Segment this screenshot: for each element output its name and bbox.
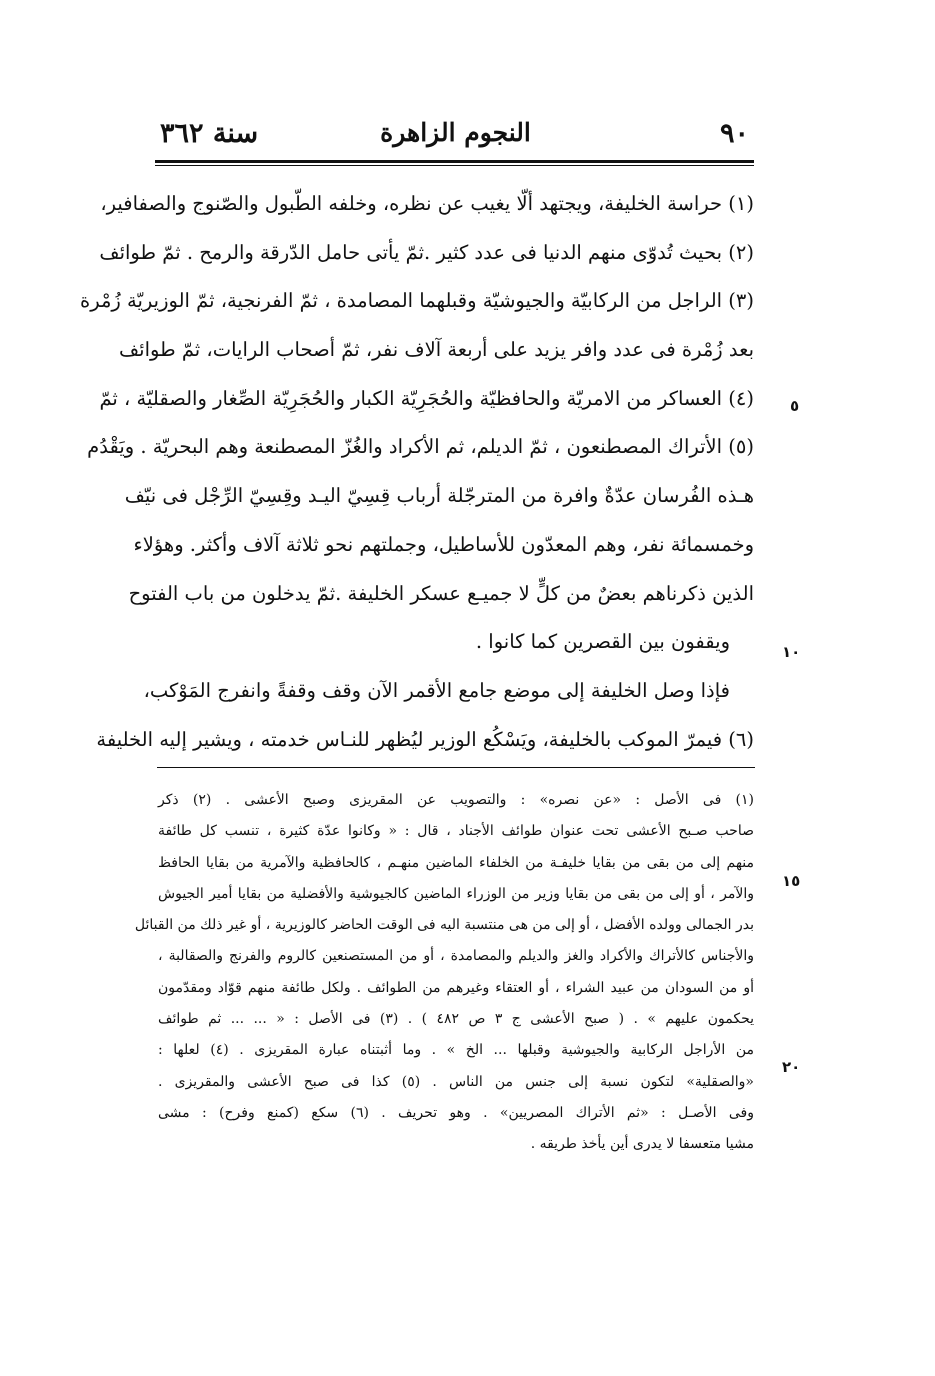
text-line: (٣) الراجل من الركابيّة والجيوشيّة وقبلهما المصامدة ، ثمّ الفرنجية، ثمّ الوزيريّة زُمْرة (80, 289, 754, 313)
line-number-5: ٥ (790, 397, 800, 415)
footnote-line: «والصقلية» لتكون نسبة إلى جنس من الناس . (٥) كذا فى صبح الأعشى والمقريزى . (158, 1073, 754, 1090)
text-line: هـذه الفُرسان عدّةٌ وافرة من المترجّلة أرباب قِسِيّ اليـد وقِسِيّ الرِّجْل فى نيّف (124, 484, 754, 508)
footnote-line: وفى الأصـل : «ثم الأتراك المصريين» . وهو تحريف . (٦) سكع (كمنع وفرح) : مشى (158, 1104, 754, 1121)
header-rule (155, 160, 754, 166)
footnote-line: من الأراجل الركابية والجيوشية وقبلها ... الخ » . وما أثبتناه عبارة المقريزى . (٤) لعلها : (158, 1042, 755, 1059)
footnote-line: بدر الجمالى وولده الأفضل ، أو إلى من هى منتسبة اليه فى الوقت الحاضر كالوزيرية ، أو غير ذلك من القبائل (134, 917, 754, 934)
footnote-line: يحكمون عليهم » . ( صبح الأعشى ج ٣ ص ٤٨٢ ) . (٣) فى الأصل : « ... ... ثم طوائف (158, 1011, 754, 1028)
text-line: (١) حراسة الخليفة، ويجتهد ألّا يغيب عن نظره، وخلفه الطّبول والصّنوج والصفافير، (100, 192, 754, 215)
footnote-line: (١) فى الأصل : «عن نصره» : والتصويب عن المقريزى وصبح الأعشى . (٢) ذكر (158, 792, 754, 808)
footnote-separator (157, 767, 755, 768)
running-title: النجوم الزاهرة (380, 118, 531, 147)
text-line: (٥) الأتراك المصطنعون ، ثمّ الديلم، ثم الأكراد والغُزّ المصطنعة وهم البحريّة . ويَقْدُم (87, 435, 754, 459)
footnote-line: مشيا متعسفا لا يدرى أين يأخذ طريقه . (530, 1136, 754, 1153)
main-text (80, 180, 754, 764)
line-number-15: ١٥ (782, 872, 801, 890)
text-line: (٦) فيمرّ الموكب بالخليفة، ويَسْكُع الوزير ليُظهر للنـاس خدمته ، ويشير إليه الخليفة (96, 727, 754, 751)
page-number: ٩٠ (719, 118, 749, 149)
footnote-line: والآمر ، أو إلى من بقى من بقايا وزير من الوزراء الماضين كالجيوشية والأفضلية من بقايا أمير الجيوش (158, 885, 754, 902)
text-line: (٢) بحيث تُدوّى منهم الدنيا فى عدد كثير .ثمّ يأتى حامل الدّرقة والرمح . ثمّ طوائف (99, 240, 754, 264)
year-label: سنة ٣٦٢ (160, 118, 259, 149)
text-line: (٤) العساكر من الامريّة والحافظيّة والحُجَرِيّة الكبار والحُجَرِيّة الصِّغار والصقليّة ، ثمّ (99, 386, 754, 410)
line-number-10: ١٠ (782, 643, 801, 661)
footnote-line: منهم إلى من بقى من بقايا خليفـة من الخلفاء الماضين منهـم ، كالحافظية والآمرية من بقايا الحافظ (158, 854, 754, 871)
footnote-line: صاحب صـبح الأعشى تحت عنوان طوائف الأجناد ، قال : « وكانوا عدّة كثيرة ، تنسب كل طائفة (158, 823, 754, 840)
text-line: بعد زُمْرة فى عدد وافر يزيد على أربعة آلاف نفر، ثمّ أصحاب الرايات، ثمّ طوائف (119, 338, 754, 362)
footnote-line: أو من السودان من عبيد الشراء ، أو العتقاء وغيرهم من الطوائف . ولكل طائفة منهم قوّاد ومقدّمون (158, 979, 754, 996)
footnote-line: والأجناس كالأتراك والأكراد والغز والديلم والمصامدة ، أو من المستصنعين كالروم والفرنج والصقالبة ، (158, 948, 754, 965)
text-line: وخمسمائة نفر، وهم المعدّون للأساطيل، وجملتهم نحو ثلاثة آلاف وأكثر. وهؤلاء (133, 532, 754, 556)
text-line: ويقفون بين القصرين كما كانوا . (475, 630, 730, 654)
text-line: الذين ذكرناهم بعضٌ من كلٍّ لا جميـع عسكر الخليفة .ثمّ يدخلون من باب الفتوح (128, 581, 754, 605)
footnotes (134, 785, 755, 1161)
text-line: فإذا وصل الخليفة إلى موضع جامع الأقمر الآن وقف وقفةً وانفرج المَوْكب، (143, 678, 730, 702)
running-header (158, 112, 753, 162)
line-number-20: ٢٠ (782, 1058, 801, 1076)
